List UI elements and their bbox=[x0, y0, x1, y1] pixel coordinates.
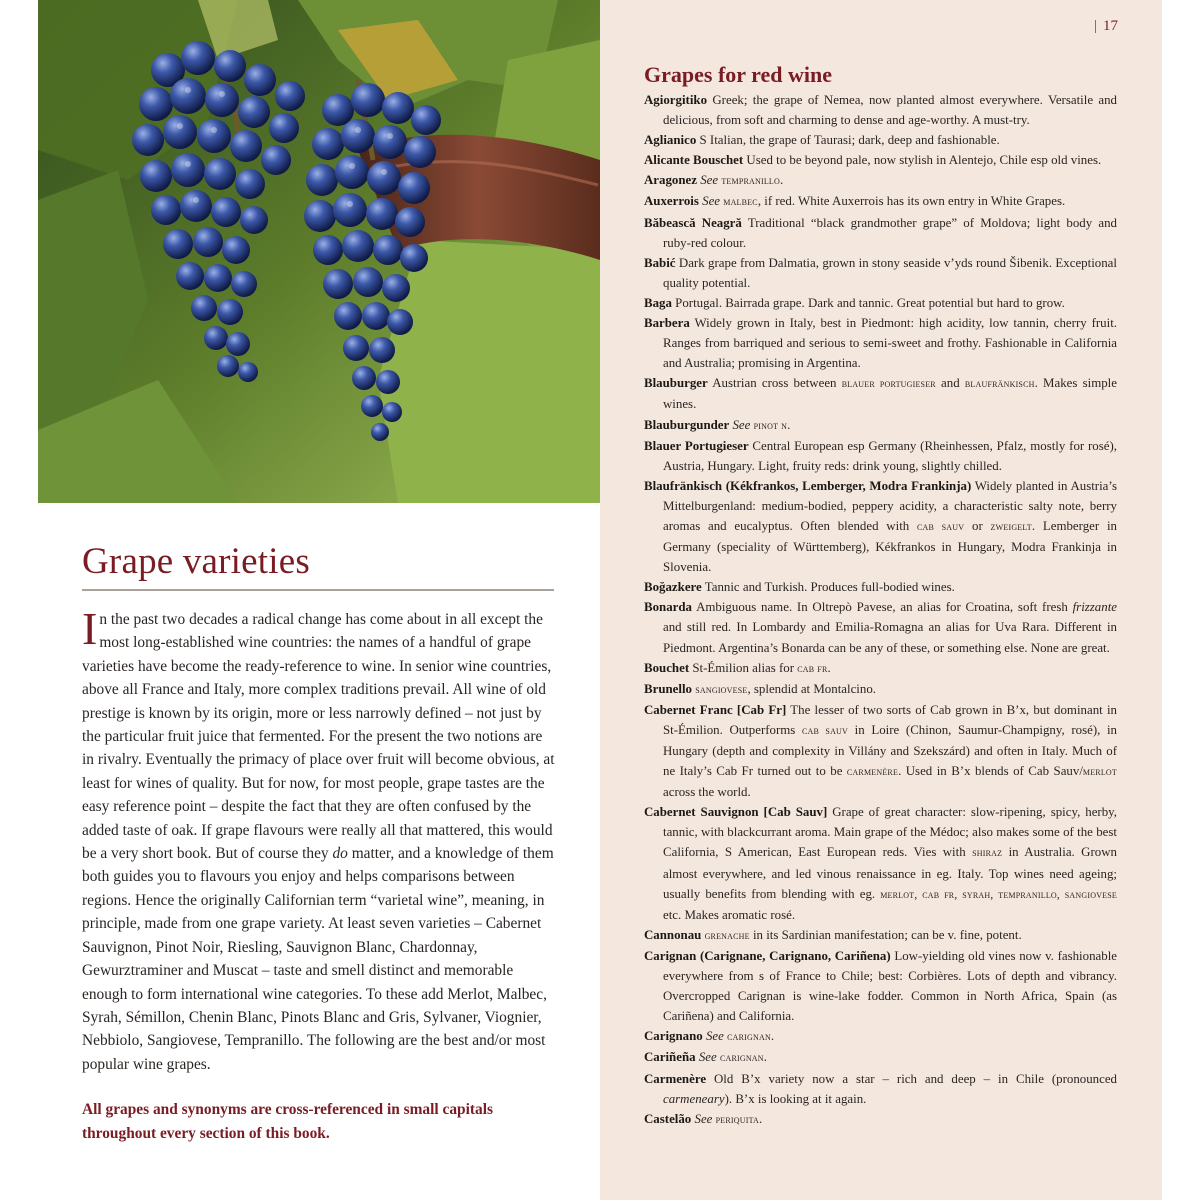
grape-entry bbox=[644, 658, 1117, 679]
cross-reference: carmenère bbox=[846, 766, 899, 779]
grape-description: Portugal. Bairrada grape. Dark and tannic. Great potential but hard to grow. bbox=[671, 295, 1065, 310]
grape-entry bbox=[644, 253, 1117, 293]
grape-description: and still red. In Lombardy and Emilia-Romagna an alias for Uva Rara. Different in Piedmont. Argentina’s Bonarda can be any of these, or something else. None are great. bbox=[663, 620, 1117, 655]
cross-reference: carignan bbox=[727, 1031, 771, 1044]
grape-description: or bbox=[964, 518, 991, 533]
grape-term: Blauburgunder bbox=[644, 417, 730, 432]
grape-description: See bbox=[705, 1029, 724, 1044]
grape-term: Cabernet Sauvignon [Cab Sauv] bbox=[644, 805, 828, 820]
grape-description: . bbox=[780, 173, 784, 188]
grape-description: in its Sardinian manifestation; can be v. fine, potent. bbox=[749, 927, 1022, 942]
grape-description: Central European esp Germany (Rheinhessen, Pfalz, mostly for rosé), Austria, Hungary. Light, fruity reds: drink young, slightly chilled. bbox=[663, 438, 1118, 473]
page-title: Grape varieties bbox=[82, 541, 310, 582]
cross-reference: periquita bbox=[715, 1113, 760, 1126]
grape-term: Carignano bbox=[644, 1029, 703, 1044]
intro-text bbox=[82, 611, 555, 1073]
grape-description: etc. Makes aromatic rosé. bbox=[663, 907, 796, 922]
grape-term: Cariñeña bbox=[644, 1050, 696, 1065]
grape-entry bbox=[644, 170, 1117, 191]
page-number bbox=[1094, 18, 1118, 35]
grape-entry bbox=[644, 700, 1117, 802]
grape-description: . bbox=[827, 660, 831, 675]
grape-description: . Lemberger in Germany (speciality of Württemberg), Kékfrankos in Hungary, Modra Frankinja in Slovenia. bbox=[663, 518, 1117, 575]
grape-term: Barbera bbox=[644, 316, 690, 331]
page-number-divider: | bbox=[1093, 18, 1097, 34]
grape-entry bbox=[644, 373, 1117, 414]
grape-cluster-photo bbox=[38, 0, 600, 503]
page-number-value: 17 bbox=[1103, 18, 1118, 34]
grape-entry bbox=[644, 213, 1117, 253]
drop-cap: I bbox=[82, 603, 98, 654]
cross-reference: merlot bbox=[1082, 766, 1117, 779]
grape-term: Carmenère bbox=[644, 1071, 707, 1086]
grape-description: See bbox=[698, 1050, 717, 1065]
grape-description: . Makes simple wines. bbox=[663, 376, 1117, 412]
cross-reference: blaufränkisch bbox=[964, 378, 1035, 391]
grape-term: Blauer Portugieser bbox=[644, 438, 749, 453]
grape-description: Widely grown in Italy, best in Piedmont: high acidity, low tannin, cherry fruit. Ranges from barriqued and serious to semi-sweet and frothy. Fashionable in California and Australia; promising in Argentina. bbox=[663, 316, 1117, 371]
grape-description: Old B’x variety now a star – rich and deep – in Chile (pronounced bbox=[706, 1071, 1117, 1086]
cross-reference: merlot, cab fr, syrah, tempranillo, sangiovese bbox=[880, 888, 1117, 901]
grape-description: Dark grape from Dalmatia, grown in stony seaside v’yds round Šibenik. Exceptional quality potential. bbox=[663, 255, 1117, 290]
grape-description: Tannic and Turkish. Produces full-bodied wines. bbox=[701, 580, 955, 595]
cross-reference: cab sauv bbox=[917, 520, 965, 533]
grape-description: Low-yielding old vines now v. fashionable everywhere from s of France to Chile; best: Corbières. Lots of depth and vibrancy. Overcropped Carignan is wine-lake fodder. Common in North Africa, Spain (as Cariñena) and California. bbox=[663, 948, 1117, 1024]
grape-entry bbox=[644, 476, 1117, 577]
grape-term: Alicante Bouschet bbox=[644, 153, 744, 168]
grape-description: across the world. bbox=[663, 785, 751, 800]
intro-paragraph bbox=[82, 603, 555, 1076]
title-divider bbox=[82, 589, 554, 591]
grape-description: in Australia. Grown almost everywhere, and led vinous renaissance in eg. Italy. Top wines need ageing; usually benefits from blending with eg. bbox=[663, 845, 1117, 901]
grape-description: . bbox=[770, 1029, 775, 1044]
grape-description: Used to be beyond pale, now stylish in Alentejo, Chile esp old vines. bbox=[743, 153, 1102, 168]
grape-description: and bbox=[935, 376, 965, 391]
cross-reference: tempranillo bbox=[721, 175, 780, 188]
grape-term: Cannonau bbox=[644, 927, 702, 942]
cross-reference: pinot n bbox=[753, 419, 788, 432]
grape-term: Agiorgitiko bbox=[644, 93, 708, 107]
cross-reference: cab fr bbox=[797, 662, 828, 675]
intro-segment: n the past two decades a radical change has come about in all except the most long-established wine countries: the names of a handful of grape varieties have become the ready-reference to wine. In senior wine countries, above all France and Italy, more complex traditions prevail. All wine of old prestige is known by its origin, more or less narrowly defined – not just by the particular fruit juice that fermented. For the present the two notions are in rivalry. Eventually the primacy of place over fruit will become obvious, at least for wines of quality. But for now, for most people, grape tastes are the easy reference point – despite the fact that they are often confused by the added taste of oak. If grape flavours were really all that mattered, this would be a very short book. But of course they bbox=[82, 611, 555, 863]
grape-entry bbox=[644, 130, 1117, 150]
grape-term: Castelão bbox=[644, 1111, 692, 1126]
grape-entry bbox=[644, 150, 1117, 170]
grape-description: in Loire (Chinon, Saumur-Champigny, rosé), in Hungary (depth and complexity in Villány and Szekszárd) and often in Italy. Much of ne Italy’s Cab Fr turned out to be bbox=[663, 722, 1117, 779]
grape-entry bbox=[644, 1069, 1117, 1109]
grape-entry bbox=[644, 1109, 1117, 1130]
grape-term: Cabernet Franc [Cab Fr] bbox=[644, 702, 787, 717]
left-column bbox=[82, 540, 555, 1146]
grape-description: Grape of great character: slow-ripening, spicy, herby, tannic, with blackcurrant aroma. Main grape of the Médoc; also makes some of the best California, S American, East European reds. Vies with bbox=[663, 805, 1117, 860]
grape-entry bbox=[644, 191, 1117, 212]
grape-description: Ambiguous name. In Oltrepò Pavese, an alias for Croatina, soft fresh bbox=[692, 600, 1073, 615]
grape-entry bbox=[644, 1047, 1117, 1068]
grape-entry bbox=[644, 436, 1117, 476]
grape-description: St-Émilion alias for bbox=[689, 660, 798, 675]
grape-description: , splendid at Montalcino. bbox=[747, 681, 876, 696]
grape-description: . Used in B’x blends of Cab Sauv/ bbox=[898, 764, 1083, 779]
grape-term: Bouchet bbox=[644, 660, 690, 675]
cross-reference: shiraz bbox=[972, 847, 1003, 860]
grape-term: Carignan (Carignane, Carignano, Cariñena) bbox=[644, 948, 891, 963]
grape-term: Babić bbox=[644, 255, 676, 270]
grape-entry bbox=[644, 1026, 1117, 1047]
grape-entry bbox=[644, 577, 1117, 597]
cross-reference: sangiovese bbox=[695, 683, 748, 696]
intro-segment: matter, and a knowledge of them both guides you to flavours you enjoy and helps comparisons between regions. Hence the originally Californian term “varietal wine”, meaning, in principle, made from one grape variety. At least seven varieties – Cabernet Sauvignon, Pinot Noir, Riesling, Sauvignon Blanc, Chardonnay, Gewurztraminer and Muscat – taste and smell distinct and memorable enough to form international wine categories. To these add Merlot, Malbec, Syrah, Sémillon, Chenin Blanc, Pinots Blanc and Gris, Sylvaner, Viognier, Nebbiolo, Sangiovese, Tempranillo. The following are the best and/or most popular wine grapes. bbox=[82, 845, 554, 1073]
grape-term: Aragonez bbox=[644, 173, 697, 188]
grape-entry bbox=[644, 946, 1117, 1026]
grape-description: The lesser of two sorts of Cab grown in B’x, but dominant in St-Émilion. Outperforms bbox=[663, 702, 1117, 737]
cross-reference: malbec bbox=[723, 196, 758, 209]
grape-description: frizzante bbox=[1072, 600, 1117, 615]
section-title: Grapes for red wine bbox=[644, 62, 832, 87]
intro-segment: do bbox=[332, 845, 348, 863]
cross-reference: blauer portugieser bbox=[841, 378, 936, 391]
grape-entry bbox=[644, 415, 1117, 436]
grape-description: carmeneary bbox=[663, 1091, 725, 1106]
grape-term: Blaufränkisch (Kékfrankos, Lemberger, Modra Frankinja) bbox=[644, 478, 972, 493]
cross-reference-note: All grapes and synonyms are cross-referenced in small capitals throughout every section of this book. bbox=[82, 1101, 493, 1143]
grape-entries-list bbox=[644, 90, 1117, 1130]
cross-reference: carignan bbox=[719, 1052, 764, 1065]
grape-description: . bbox=[763, 1050, 767, 1065]
grape-entry bbox=[644, 802, 1117, 925]
grape-description: , if red. White Auxerrois has its own entry in White Grapes. bbox=[757, 194, 1066, 209]
grape-description: See bbox=[702, 194, 721, 209]
grape-description: . bbox=[787, 417, 791, 432]
grape-description: ). B’x is looking at it again. bbox=[724, 1091, 867, 1106]
right-panel bbox=[600, 0, 1162, 1200]
grape-description: Traditional “black grandmother grape” of Moldova; light body and ruby-red colour. bbox=[663, 215, 1117, 250]
grape-entry bbox=[644, 679, 1117, 700]
grape-term: Aglianico bbox=[644, 133, 697, 148]
cross-reference: cab sauv bbox=[801, 724, 849, 737]
grape-description: See bbox=[732, 417, 751, 432]
grape-term: Băbească Neagră bbox=[644, 215, 742, 230]
cross-reference: zweigelt bbox=[990, 520, 1032, 533]
grape-description: Austrian cross between bbox=[707, 376, 842, 391]
grape-description: S Italian, the grape of Taurasi; dark, deep and fashionable. bbox=[696, 133, 1000, 148]
grape-description: Widely planted in Austria’s Mittelburgenland: medium-bodied, peppery acidity, a characteristic salty note, berry aromas and eucalyptus. Often blended with bbox=[663, 478, 1118, 533]
grape-description: See bbox=[700, 173, 719, 188]
grape-term: Brunello bbox=[644, 681, 692, 696]
grape-entry bbox=[644, 90, 1117, 130]
grape-term: Boğazkere bbox=[644, 580, 702, 595]
grape-term: Baga bbox=[644, 295, 672, 310]
grape-description: . bbox=[759, 1111, 763, 1126]
grape-entry bbox=[644, 293, 1117, 313]
grape-description: Greek; the grape of Nemea, now planted almost everywhere. Versatile and delicious, from soft and charming to dense and age-worthy. A must-try. bbox=[663, 93, 1117, 128]
grape-entry bbox=[644, 313, 1117, 373]
grape-entry bbox=[644, 597, 1117, 657]
grape-description: See bbox=[694, 1111, 713, 1126]
grape-entry bbox=[644, 925, 1117, 946]
cross-reference: grenache bbox=[704, 929, 750, 942]
grape-term: Blauburger bbox=[644, 376, 708, 391]
grape-term: Auxerrois bbox=[644, 194, 699, 209]
grape-term: Bonarda bbox=[644, 600, 692, 615]
